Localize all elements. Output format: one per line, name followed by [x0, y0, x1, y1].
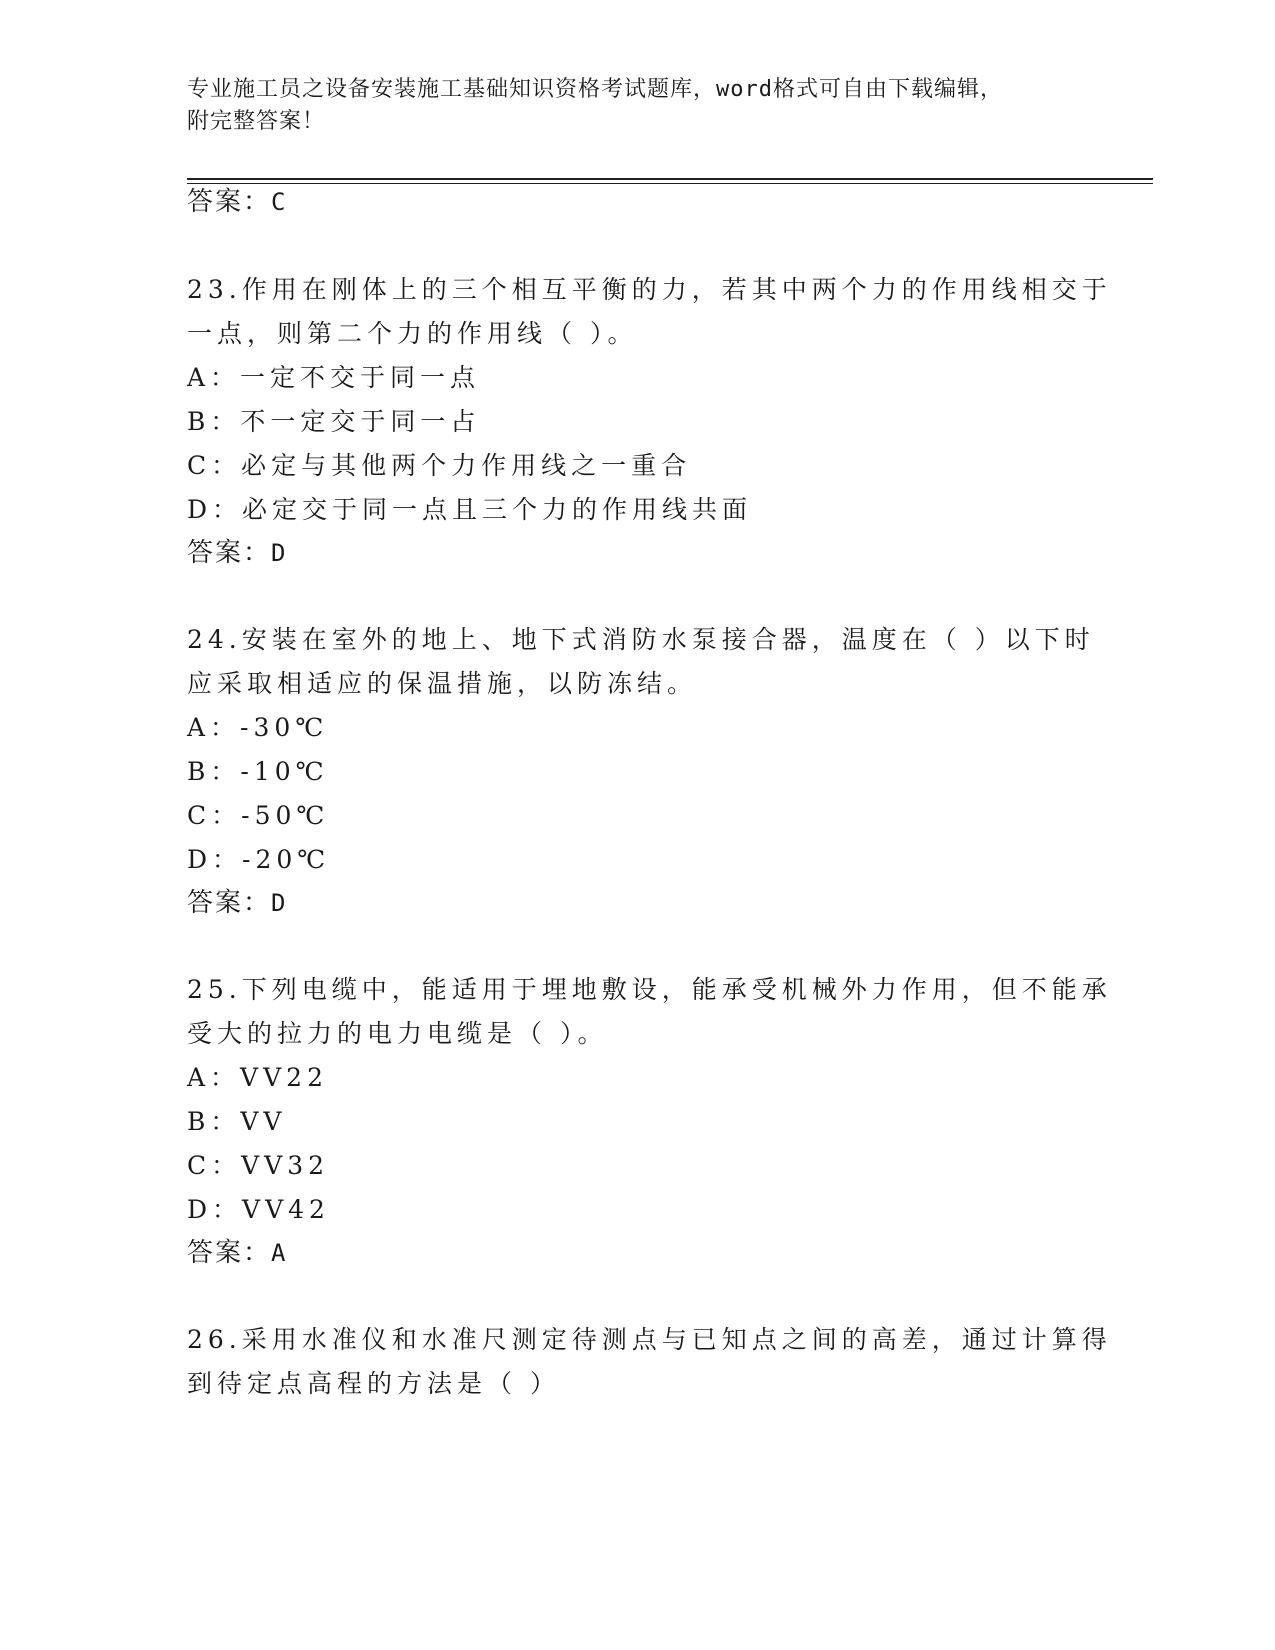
q23-option-c: C：必定与其他两个力作用线之一重合: [187, 451, 692, 480]
answer-label: 答案：: [187, 187, 272, 217]
q23-stem-line-1: 23.作用在刚体上的三个相互平衡的力，若其中两个力的作用线相交于: [187, 275, 1112, 304]
answer-label: 答案：: [187, 1238, 272, 1268]
q23-answer: [187, 531, 287, 576]
q23-option-a: A：一定不交于同一点: [187, 363, 481, 392]
q24-answer: [187, 881, 287, 926]
q25-answer: [187, 1231, 287, 1276]
answer-value: D: [271, 889, 288, 917]
q25-stem-line-2: 受大的拉力的电力电缆是（ ）。: [187, 1019, 608, 1048]
header-divider: [187, 178, 1153, 180]
answer-label: 答案：: [187, 538, 272, 568]
answer-value: C: [271, 188, 288, 216]
q24-option-d: D：-20℃: [187, 845, 331, 874]
q25-option-d: D：VV42: [187, 1195, 330, 1224]
q24-stem-line-1: 24.安装在室外的地上、地下式消防水泵接合器，温度在（ ）以下时: [187, 625, 1095, 654]
q23-option-d: D：必定交于同一点且三个力的作用线共面: [187, 495, 753, 524]
q25-option-b: B：VV: [187, 1107, 287, 1136]
header-line-2: 附完整答案！: [187, 109, 326, 134]
q24-stem-line-2: 应采取相适应的保温措施，以防冻结。: [187, 669, 698, 698]
answer-label: 答案：: [187, 888, 272, 918]
answer-value: D: [271, 539, 288, 567]
prev-answer: [187, 180, 287, 225]
q26-stem-line-1: 26.采用水准仪和水准尺测定待测点与已知点之间的高差，通过计算得: [187, 1325, 1112, 1354]
q25-stem-line-1: 25.下列电缆中，能适用于埋地敷设，能承受机械外力作用，但不能承: [187, 975, 1112, 1004]
header-divider-thin: [187, 183, 1153, 184]
header-line-1: 专业施工员之设备安装施工基础知识资格考试题库，word格式可自由下载编辑，: [187, 77, 1003, 102]
q24-option-c: C：-50℃: [187, 801, 330, 830]
q26-stem-line-2: 到待定点高程的方法是（ ）: [187, 1369, 560, 1398]
q23-stem-line-2: 一点，则第二个力的作用线（ ）。: [187, 319, 638, 348]
q25-option-c: C：VV32: [187, 1151, 330, 1180]
q24-option-b: B：-10℃: [187, 757, 329, 786]
q25-option-a: A：VV22: [187, 1063, 328, 1092]
q23-option-b: B：不一定交于同一占: [187, 407, 481, 436]
answer-value: A: [271, 1239, 288, 1267]
q24-option-a: A：-30℃: [187, 713, 329, 742]
document-header: [187, 74, 1067, 138]
